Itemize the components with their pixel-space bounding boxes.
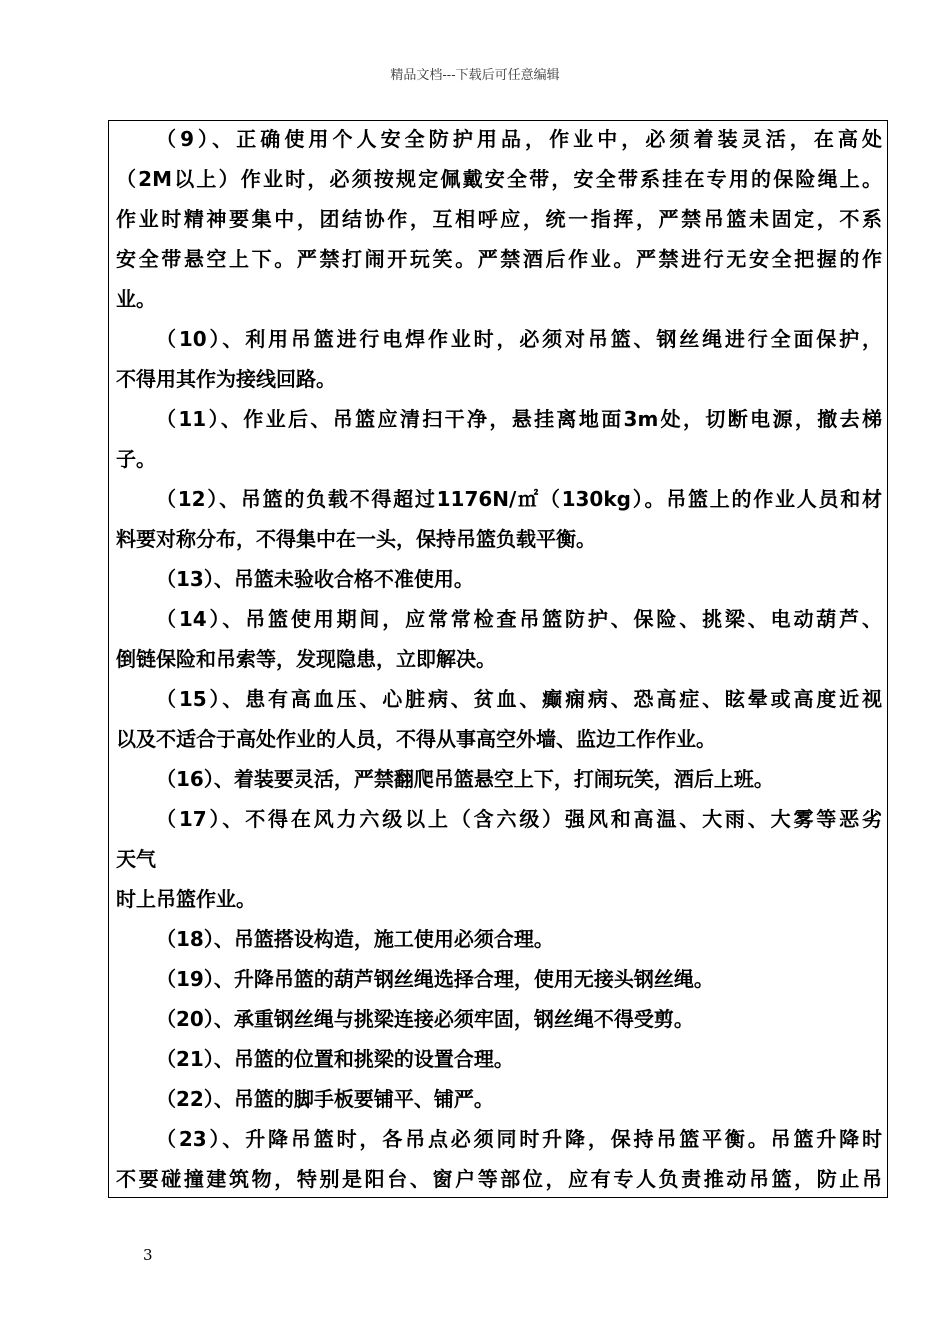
page-header: 精品文档---下载后可任意编辑	[390, 68, 560, 83]
text-line: （13）、吊篮未验收合格不准使用。	[156, 567, 474, 591]
text-line: 天气	[116, 847, 156, 871]
text-line: （14）、吊篮使用期间，应常常检查吊篮防护、保险、挑梁、电动葫芦、	[156, 607, 882, 631]
text-line: 倒链保险和吊索等，发现隐患，立即解决。	[116, 647, 496, 671]
text-line: 不要碰撞建筑物，特别是阳台、窗户等部位，应有专人负责推动吊篮，防止吊	[116, 1167, 882, 1191]
text-line: （11）、作业后、吊篮应清扫干净，悬挂离地面3m处，切断电源，撤去梯	[156, 407, 882, 431]
text-line: （21）、吊篮的位置和挑梁的设置合理。	[156, 1047, 514, 1071]
text-line: 以及不适合于高处作业的人员，不得从事高空外墙、监边工作作业。	[116, 727, 716, 751]
text-line: （2M以上）作业时，必须按规定佩戴安全带，安全带系挂在专用的保险绳上。	[116, 167, 882, 191]
text-line: 业。	[116, 287, 156, 311]
text-line: （15）、患有高血压、心脏病、贫血、癫痫病、恐高症、眩晕或高度近视	[156, 687, 882, 711]
text-line: 作业时精神要集中，团结协作，互相呼应，统一指挥，严禁吊篮未固定，不系	[116, 207, 882, 231]
text-line: （20）、承重钢丝绳与挑梁连接必须牢固，钢丝绳不得受剪。	[156, 1007, 694, 1031]
text-line: （18）、吊篮搭设构造，施工使用必须合理。	[156, 927, 554, 951]
content-box	[108, 120, 888, 1198]
text-line: （19）、升降吊篮的葫芦钢丝绳选择合理，使用无接头钢丝绳。	[156, 967, 714, 991]
text-line: 安全带悬空上下。严禁打闹开玩笑。严禁酒后作业。严禁进行无安全把握的作	[116, 247, 882, 271]
text-line: （9）、正确使用个人安全防护用品，作业中，必须着装灵活，在高处	[156, 127, 882, 151]
text-line: （12）、吊篮的负载不得超过1176N/㎡（130kg）。吊篮上的作业人员和材	[156, 487, 882, 511]
text-line: （22）、吊篮的脚手板要铺平、铺严。	[156, 1087, 494, 1111]
text-line: （23）、升降吊篮时，各吊点必须同时升降，保持吊篮平衡。吊篮升降时	[156, 1127, 882, 1151]
text-line: （17）、不得在风力六级以上（含六级）强风和高温、大雨、大雾等恶劣	[156, 807, 882, 831]
page-number: 3	[143, 1246, 153, 1264]
text-line: （16）、着装要灵活，严禁翻爬吊篮悬空上下，打闹玩笑，酒后上班。	[156, 767, 774, 791]
text-line: 时上吊篮作业。	[116, 887, 256, 911]
text-line: （10）、利用吊篮进行电焊作业时，必须对吊篮、钢丝绳进行全面保护，	[156, 327, 882, 351]
text-line: 子。	[116, 447, 156, 471]
text-line: 不得用其作为接线回路。	[116, 367, 336, 391]
text-line: 料要对称分布，不得集中在一头，保持吊篮负载平衡。	[116, 527, 596, 551]
